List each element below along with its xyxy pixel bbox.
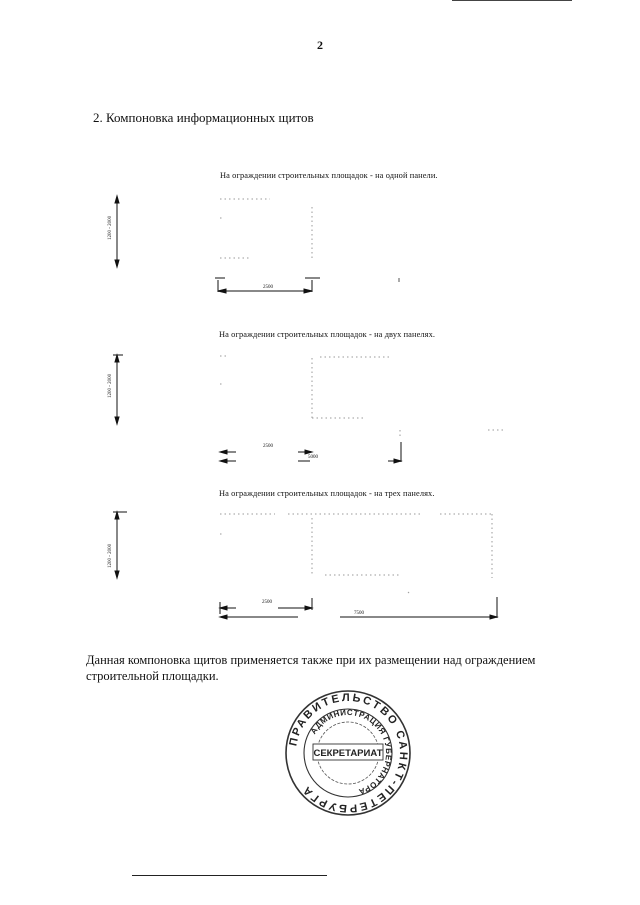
section-heading: 2. Компоновка информационных щитов — [93, 110, 314, 125]
diagram-2-width-label-a: 2500 — [263, 444, 273, 449]
diagram-2-height-dimension — [113, 355, 123, 424]
diagram-2-height-label: 1200 - 2000 — [108, 373, 113, 398]
diagram-1-height-dimension — [115, 196, 119, 267]
stamp-ring-text: ПРАВИТЕЛЬСТВО САНКТ-ПЕТЕРБУРГА — [287, 691, 410, 815]
diagram-3-width-label-b: 7500 — [354, 611, 364, 616]
diagram-3-height-dimension — [113, 512, 127, 578]
diagram-1-width-label: 2500 — [263, 285, 273, 290]
closing-paragraph: Данная компоновка щитов применяется также при их размещении над ограждением строительной площадки. — [86, 653, 536, 683]
diagram-2-caption: На ограждении строительных площадок - на двух панелях. — [219, 330, 436, 339]
diagram-3-panels — [220, 514, 492, 594]
diagram-3-height-label: 1200 - 2000 — [108, 543, 113, 568]
diagram-3-width-label-a: 2500 — [262, 600, 272, 605]
diagram-3-width-dimensions — [220, 597, 497, 619]
diagram-1-caption: На ограждении строительных площадок - на одной панели. — [220, 171, 438, 180]
diagram-2-width-dimensions — [220, 442, 401, 463]
stamp-inner-ring-text: АДМИНИСТРАЦИЯ ГУБЕРНАТОРА — [308, 707, 394, 797]
diagram-2-width-label-b: 5000 — [308, 455, 318, 460]
diagram-2-panels — [220, 356, 505, 438]
footnote-divider — [132, 875, 327, 876]
diagram-1-height-label: 1200 - 2000 — [108, 215, 113, 240]
stamp-center-text: СЕКРЕТАРИАТ — [313, 748, 383, 759]
diagram-1-width-dimension — [215, 278, 399, 293]
diagram-3-caption: На ограждении строительных площадок - на трех панелях. — [219, 489, 435, 498]
diagram-1-panel — [220, 199, 312, 258]
page-number: 2 — [317, 38, 323, 52]
official-seal-stamp — [283, 688, 413, 818]
